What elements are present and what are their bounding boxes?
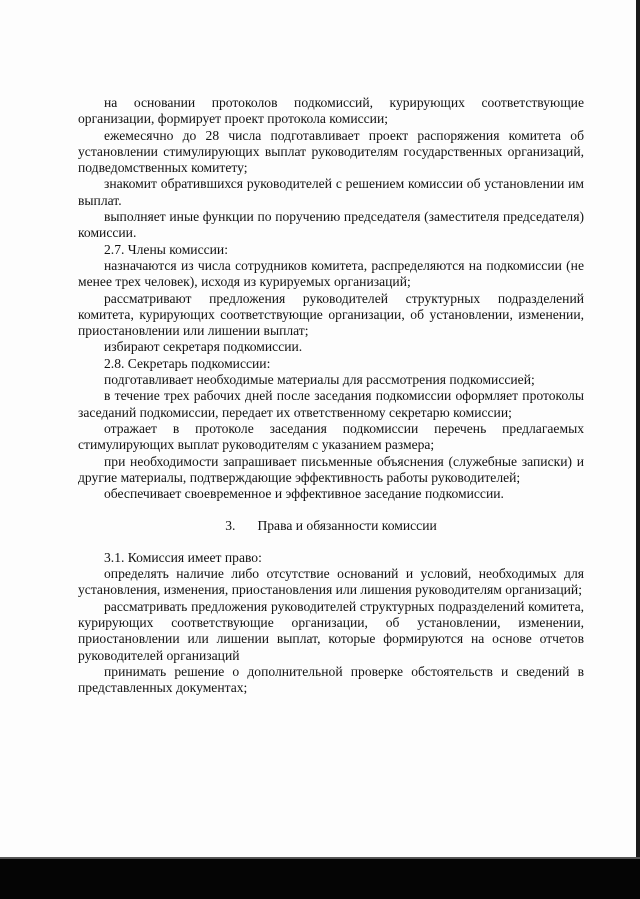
paragraph: определять наличие либо отсутствие оснований и условий, необходимых для установления, изменения, приостановления или лишения руководителям организаций; xyxy=(78,566,584,598)
paragraph: обеспечивает своевременное и эффективное заседание подкомиссии. xyxy=(104,486,504,502)
paragraph: в течение трех рабочих дней после заседания подкомиссии оформляет протоколы заседаний подкомиссии, передает их ответственному секретарю комиссии; xyxy=(78,388,584,420)
paragraph: отражает в протоколе заседания подкомиссии перечень предлагаемых стимулирующих выплат руководителям с указанием размера; xyxy=(78,420,584,453)
paragraph: рассматривать предложения руководителей структурных подразделений комитета, курирующих соответствующие организации, об установлении, изменении, приостановлении или лишении выплат, которые формируются на основе отчетов руководителей организаций xyxy=(78,598,584,663)
section-number: 3. xyxy=(225,518,236,534)
paragraph: на основании протоколов подкомиссий, курирующих соответствующие организации, формирует проект протокола комиссии; xyxy=(78,95,584,127)
scan-edge-bottom xyxy=(0,859,640,899)
paragraph: подготавливает необходимые материалы для рассмотрения подкомиссией; xyxy=(104,372,535,388)
paragraph: рассматривают предложения руководителей структурных подразделений комитета, курирующих соответствующие организации, об установлении, изменении, приостановлении или лишении выплат; xyxy=(78,290,584,339)
clause-heading: 3.1. Комиссия имеет право: xyxy=(104,549,262,565)
clause-heading: 2.8. Секретарь подкомиссии: xyxy=(104,355,271,371)
document-body xyxy=(78,95,584,696)
scan-edge-right xyxy=(636,0,640,899)
paragraph: принимать решение о дополнительной проверке обстоятельств и сведений в представленных документах; xyxy=(78,663,584,696)
paragraph: знакомит обратившихся руководителей с решением комиссии об установлении им выплат. xyxy=(78,176,584,208)
paragraph: назначаются из числа сотрудников комитета, распределяются на подкомиссии (не менее трех человек), исходя из курируемых организаций; xyxy=(78,257,584,290)
clause-heading: 2.7. Члены комиссии: xyxy=(104,241,228,257)
paragraph: избирают секретаря подкомиссии. xyxy=(104,339,303,355)
section-title: Права и обязанности комиссии xyxy=(257,518,437,534)
paragraph: при необходимости запрашивает письменные объяснения (служебные записки) и другие материалы, подтверждающие эффективность работы руководителей; xyxy=(78,453,584,485)
paragraph: ежемесячно до 28 числа подготавливает проект распоряжения комитета об установлении стимулирующих выплат руководителям государственных организаций, подведомственных комитету; xyxy=(78,127,584,176)
section-heading xyxy=(78,518,584,534)
paragraph: выполняет иные функции по поручению председателя (заместителя председателя) комиссии. xyxy=(78,209,584,241)
